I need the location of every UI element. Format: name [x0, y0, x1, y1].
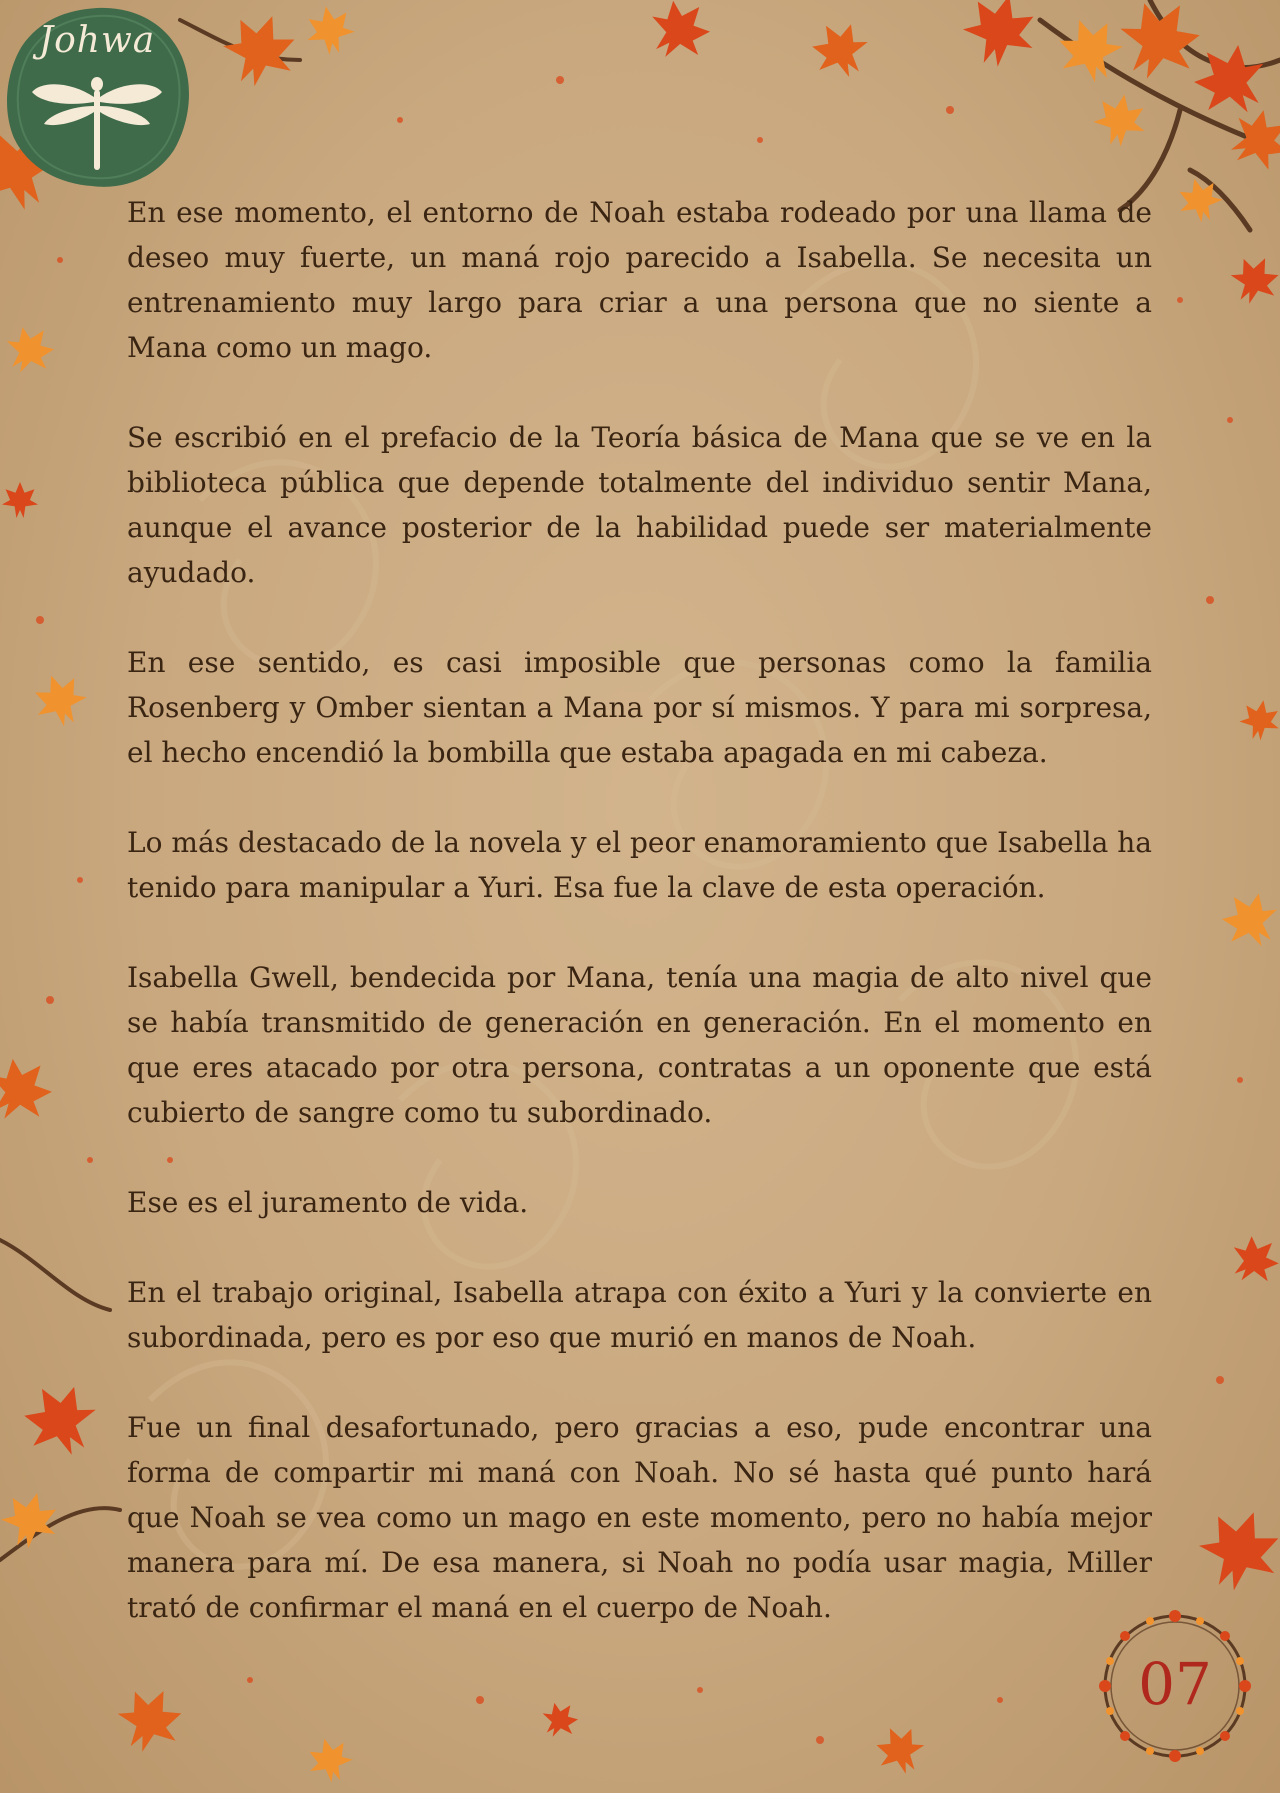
paragraph-6: Ese es el juramento de vida. [127, 1186, 529, 1219]
chapter-text [127, 190, 1152, 1675]
paragraph-1: En ese momento, el entorno de Noah estaba rodeado por una llama de deseo muy fuerte, un maná rojo parecido a Isabella. Se necesita un entrenamiento muy largo para criar a una persona que no siente a Mana como un mago. [127, 196, 1152, 364]
brand-badge [2, 2, 192, 190]
paragraph-7: En el trabajo original, Isabella atrapa con éxito a Yuri y la convierte en subordinada, pero es por eso que murió en manos de Noah. [127, 1276, 1152, 1354]
brand-name: Johwa [38, 20, 156, 61]
paragraph-8: Fue un final desafortunado, pero gracias a eso, pude encontrar una forma de compartir mi maná con Noah. No sé hasta qué punto hará que Noah se vea como un mago en este momento, pero no había mejor manera para mí. De esa manera, si Noah no podía usar magia, Miller trató de confirmar el maná en el cuerpo de Noah. [127, 1411, 1152, 1624]
paragraph-3: En ese sentido, es casi imposible que personas como la familia Rosenberg y Omber sientan a Mana por sí mismos. Y para mi sorpresa, el hecho encendió la bombilla que estaba apagada en mi cabeza. [127, 646, 1152, 769]
paragraph-5: Isabella Gwell, bendecida por Mana, tenía una magia de alto nivel que se había transmitido de generación en generación. En el momento en que eres atacado por otra persona, contratas a un oponente que está cubierto de sangre como tu subordinado. [127, 961, 1152, 1129]
page-number: 07 [1138, 1650, 1212, 1718]
dragonfly-icon [2, 2, 192, 190]
paragraph-4: Lo más destacado de la novela y el peor enamoramiento que Isabella ha tenido para manipular a Yuri. Esa fue la clave de esta operación. [127, 826, 1152, 904]
page-number-badge [1085, 1596, 1265, 1776]
paragraph-2: Se escribió en el prefacio de la Teoría básica de Mana que se ve en la biblioteca pública que depende totalmente del individuo sentir Mana, aunque el avance posterior de la habilidad puede ser materialmente ayudado. [127, 421, 1152, 589]
